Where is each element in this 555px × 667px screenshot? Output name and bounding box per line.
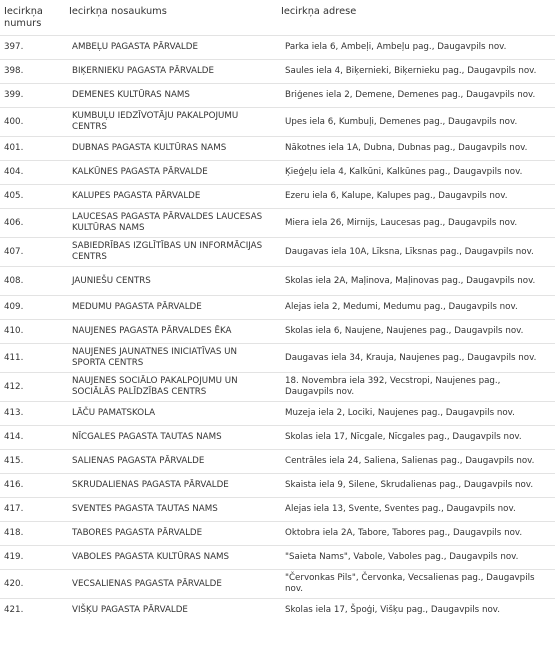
- row-address: "Červonkas Pils", Červonka, Vecsalienas pag., Daugavpils nov.: [277, 570, 555, 599]
- row-address: Upes iela 6, Kumbuļi, Demenes pag., Daugavpils nov.: [277, 108, 555, 137]
- row-number: 416.: [0, 474, 65, 498]
- table-row: [0, 108, 555, 137]
- row-number: 410.: [0, 320, 65, 344]
- row-name: SABIEDRĪBAS IZGLĪTĪBAS UN INFORMĀCIJAS CENTRS: [65, 238, 277, 267]
- row-name: LĀČU PAMATSKOLA: [65, 402, 277, 426]
- row-address: Skolas iela 17, Nīcgale, Nīcgales pag., Daugavpils nov.: [277, 426, 555, 450]
- table-row: [0, 137, 555, 161]
- table-row: [0, 402, 555, 426]
- row-address: Muzeja iela 2, Lociki, Naujenes pag., Daugavpils nov.: [277, 402, 555, 426]
- row-number: 407.: [0, 238, 65, 267]
- table-row: [0, 498, 555, 522]
- table-row: [0, 570, 555, 599]
- row-number: 406.: [0, 209, 65, 238]
- row-name: VABOLES PAGASTA KULTŪRAS NAMS: [65, 546, 277, 570]
- table-row: [0, 209, 555, 238]
- row-address: Briģenes iela 2, Demene, Demenes pag., Daugavpils nov.: [277, 84, 555, 108]
- column-header-number: Iecirkņa numurs: [4, 6, 43, 29]
- row-name: NĪCGALES PAGASTA TAUTAS NAMS: [65, 426, 277, 450]
- row-address: Skaista iela 9, Silene, Skrudalienas pag., Daugavpils nov.: [277, 474, 555, 498]
- row-name: DUBNAS PAGASTA KULTŪRAS NAMS: [65, 137, 277, 161]
- row-address: "Saieta Nams", Vabole, Vaboles pag., Daugavpils nov.: [277, 546, 555, 570]
- row-number: 408.: [0, 267, 65, 296]
- column-header-name: Iecirkņa nosaukums: [69, 6, 167, 17]
- table-row: [0, 296, 555, 320]
- table-header: [0, 0, 555, 36]
- row-name: BIĶERNIEKU PAGASTA PĀRVALDE: [65, 60, 277, 84]
- row-address: Alejas iela 2, Medumi, Medumu pag., Daugavpils nov.: [277, 296, 555, 320]
- row-address: Miera iela 26, Mirnijs, Laucesas pag., Daugavpils nov.: [277, 209, 555, 238]
- row-name: AMBEĻU PAGASTA PĀRVALDE: [65, 36, 277, 60]
- row-address: Skolas iela 2A, Maļinova, Maļinovas pag., Daugavpils nov.: [277, 267, 555, 296]
- table-row: [0, 522, 555, 546]
- table-row: [0, 84, 555, 108]
- row-number: 418.: [0, 522, 65, 546]
- row-address: Ezeru iela 6, Kalupe, Kalupes pag., Daugavpils nov.: [277, 185, 555, 209]
- row-number: 401.: [0, 137, 65, 161]
- row-name: NAUJENES PAGASTA PĀRVALDES ĒKA: [65, 320, 277, 344]
- row-number: 404.: [0, 161, 65, 185]
- row-name: KALUPES PAGASTA PĀRVALDE: [65, 185, 277, 209]
- row-address: 18. Novembra iela 392, Vecstropi, Naujenes pag., Daugavpils nov.: [277, 373, 555, 402]
- row-name: SKRUDALIENAS PAGASTA PĀRVALDE: [65, 474, 277, 498]
- row-number: 400.: [0, 108, 65, 137]
- table-row: [0, 344, 555, 373]
- table-row: [0, 426, 555, 450]
- row-address: Ķieģeļu iela 4, Kalkūni, Kalkūnes pag., Daugavpils nov.: [277, 161, 555, 185]
- table-row: [0, 599, 555, 623]
- table-row: [0, 161, 555, 185]
- row-number: 411.: [0, 344, 65, 373]
- row-number: 421.: [0, 599, 65, 623]
- table-row: [0, 185, 555, 209]
- row-number: 419.: [0, 546, 65, 570]
- table-row: [0, 546, 555, 570]
- column-header-address: Iecirkņa adrese: [281, 6, 357, 17]
- row-name: VECSALIENAS PAGASTA PĀRVALDE: [65, 570, 277, 599]
- row-address: Skolas iela 17, Špoģi, Višķu pag., Daugavpils nov.: [277, 599, 555, 623]
- row-address: Alejas iela 13, Svente, Sventes pag., Daugavpils nov.: [277, 498, 555, 522]
- table-row: [0, 36, 555, 60]
- row-address: Daugavas iela 10A, Līksna, Līksnas pag., Daugavpils nov.: [277, 238, 555, 267]
- row-name: MEDUMU PAGASTA PĀRVALDE: [65, 296, 277, 320]
- row-number: 409.: [0, 296, 65, 320]
- row-number: 413.: [0, 402, 65, 426]
- row-name: KUMBUĻU IEDZĪVOTĀJU PAKALPOJUMU CENTRS: [65, 108, 277, 137]
- table-row: [0, 60, 555, 84]
- row-name: JAUNIEŠU CENTRS: [65, 267, 277, 296]
- row-name: TABORES PAGASTA PĀRVALDE: [65, 522, 277, 546]
- row-name: SVENTES PAGASTA TAUTAS NAMS: [65, 498, 277, 522]
- table-row: [0, 267, 555, 296]
- table-row: [0, 238, 555, 267]
- row-address: Oktobra iela 2A, Tabore, Tabores pag., Daugavpils nov.: [277, 522, 555, 546]
- row-number: 405.: [0, 185, 65, 209]
- row-name: NAUJENES JAUNATNES INICIATĪVAS UN SPORTA CENTRS: [65, 344, 277, 373]
- row-number: 399.: [0, 84, 65, 108]
- row-name: LAUCESAS PAGASTA PĀRVALDES LAUCESAS KULTŪRAS NAMS: [65, 209, 277, 238]
- row-address: Centrāles iela 24, Saliena, Salienas pag., Daugavpils nov.: [277, 450, 555, 474]
- row-number: 414.: [0, 426, 65, 450]
- row-name: KALKŪNES PAGASTA PĀRVALDE: [65, 161, 277, 185]
- table-row: [0, 320, 555, 344]
- row-number: 412.: [0, 373, 65, 402]
- row-name: NAUJENES SOCIĀLO PAKALPOJUMU UN SOCIĀLĀS PALĪDZĪBAS CENTRS: [65, 373, 277, 402]
- row-address: Nākotnes iela 1A, Dubna, Dubnas pag., Daugavpils nov.: [277, 137, 555, 161]
- row-address: Saules iela 4, Biķernieki, Biķernieku pag., Daugavpils nov.: [277, 60, 555, 84]
- row-number: 417.: [0, 498, 65, 522]
- row-name: DEMENES KULTŪRAS NAMS: [65, 84, 277, 108]
- table-row: [0, 474, 555, 498]
- table-row: [0, 373, 555, 402]
- row-address: Daugavas iela 34, Krauja, Naujenes pag., Daugavpils nov.: [277, 344, 555, 373]
- row-number: 397.: [0, 36, 65, 60]
- table-body: [0, 36, 555, 623]
- row-number: 415.: [0, 450, 65, 474]
- row-name: VIŠĶU PAGASTA PĀRVALDE: [65, 599, 277, 623]
- row-number: 420.: [0, 570, 65, 599]
- row-address: Parka iela 6, Ambeļi, Ambeļu pag., Daugavpils nov.: [277, 36, 555, 60]
- header-row: [0, 0, 555, 36]
- table-row: [0, 450, 555, 474]
- row-name: SALIENAS PAGASTA PĀRVALDE: [65, 450, 277, 474]
- row-address: Skolas iela 6, Naujene, Naujenes pag., Daugavpils nov.: [277, 320, 555, 344]
- row-number: 398.: [0, 60, 65, 84]
